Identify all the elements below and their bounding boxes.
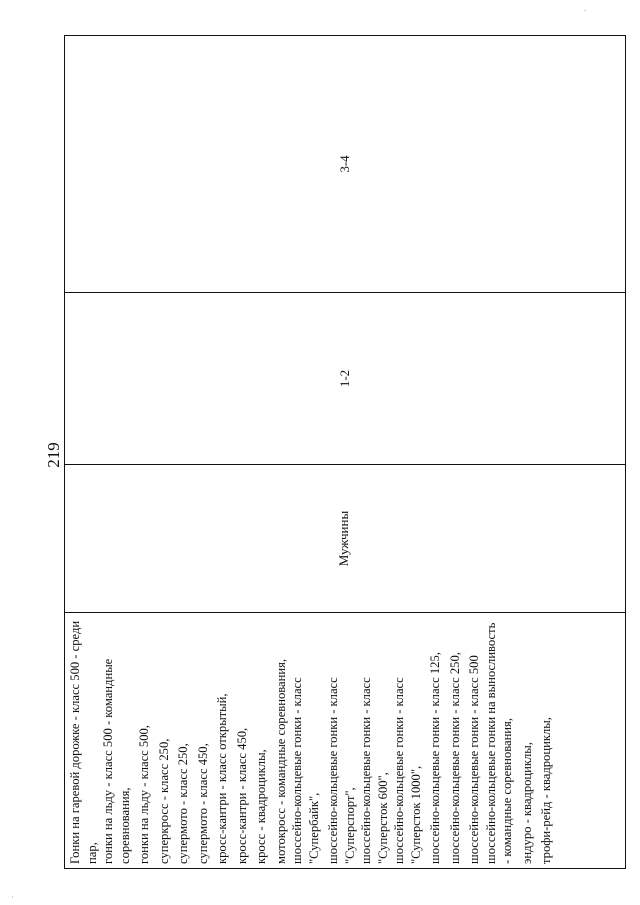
discipline-item: шоссейно-кольцевые гонки - класс "Супербайк", <box>290 677 321 864</box>
rotated-table-sheet <box>44 36 626 869</box>
gender-label: Мужчины <box>336 510 351 567</box>
discipline-item: суперкросс - класс 250, <box>156 738 171 864</box>
discipline-item: Гонки на гаревой дорожке - класс 500 - среди пар, <box>68 620 99 864</box>
discipline-item: кросс-кантри - класс 450, <box>234 727 249 864</box>
discipline-item: кросс - квадроциклы, <box>254 749 268 864</box>
discipline-item: шоссейно-кольцевые гонки - класс "Суперспорт", <box>326 677 357 864</box>
table-row <box>65 36 626 869</box>
discipline-item: трофи-рейд - квадроциклы, <box>539 717 553 864</box>
page-number: 219 <box>44 442 63 468</box>
discipline-item: гонки на льду - класс 500, <box>137 725 151 864</box>
discipline-item: кросс-кантри - класс открытый, <box>215 693 229 864</box>
discipline-item: шоссейно-кольцевые гонки - класс "Суперсток 600", <box>359 677 390 864</box>
age-group-2-label: 3-4 <box>337 155 352 173</box>
classification-table <box>64 35 626 869</box>
scan-speck <box>12 896 13 898</box>
scan-speck <box>584 10 586 11</box>
discipline-item: гонки на льду - класс 500 - командные соревнования, <box>101 658 132 864</box>
discipline-item: супермото - класс 250, <box>176 743 190 864</box>
gender-cell <box>65 465 626 613</box>
discipline-item: шоссейно-кольцевые гонки - класс 250, <box>447 652 462 864</box>
age-group-1-label: 1-2 <box>337 369 352 388</box>
age-group-2-cell <box>65 36 626 293</box>
discipline-item: шоссейно-кольцевые гонки - класс 500 <box>467 655 481 864</box>
disciplines-cell <box>65 613 626 869</box>
discipline-item: эндуро - квадроциклы, <box>519 742 534 864</box>
discipline-item: шоссейно-кольцевые гонки на выносливость - командные соревнования, <box>483 622 514 864</box>
age-group-1-cell <box>65 293 626 465</box>
discipline-item: мотокросс - командные соревнования, <box>273 658 288 864</box>
discipline-item: шоссейно-кольцевые гонки - класс 125, <box>428 652 442 864</box>
discipline-item: шоссейно-кольцевые гонки - класс "Суперсток 1000", <box>392 677 423 864</box>
discipline-item: супермото - класс 450, <box>195 743 210 864</box>
